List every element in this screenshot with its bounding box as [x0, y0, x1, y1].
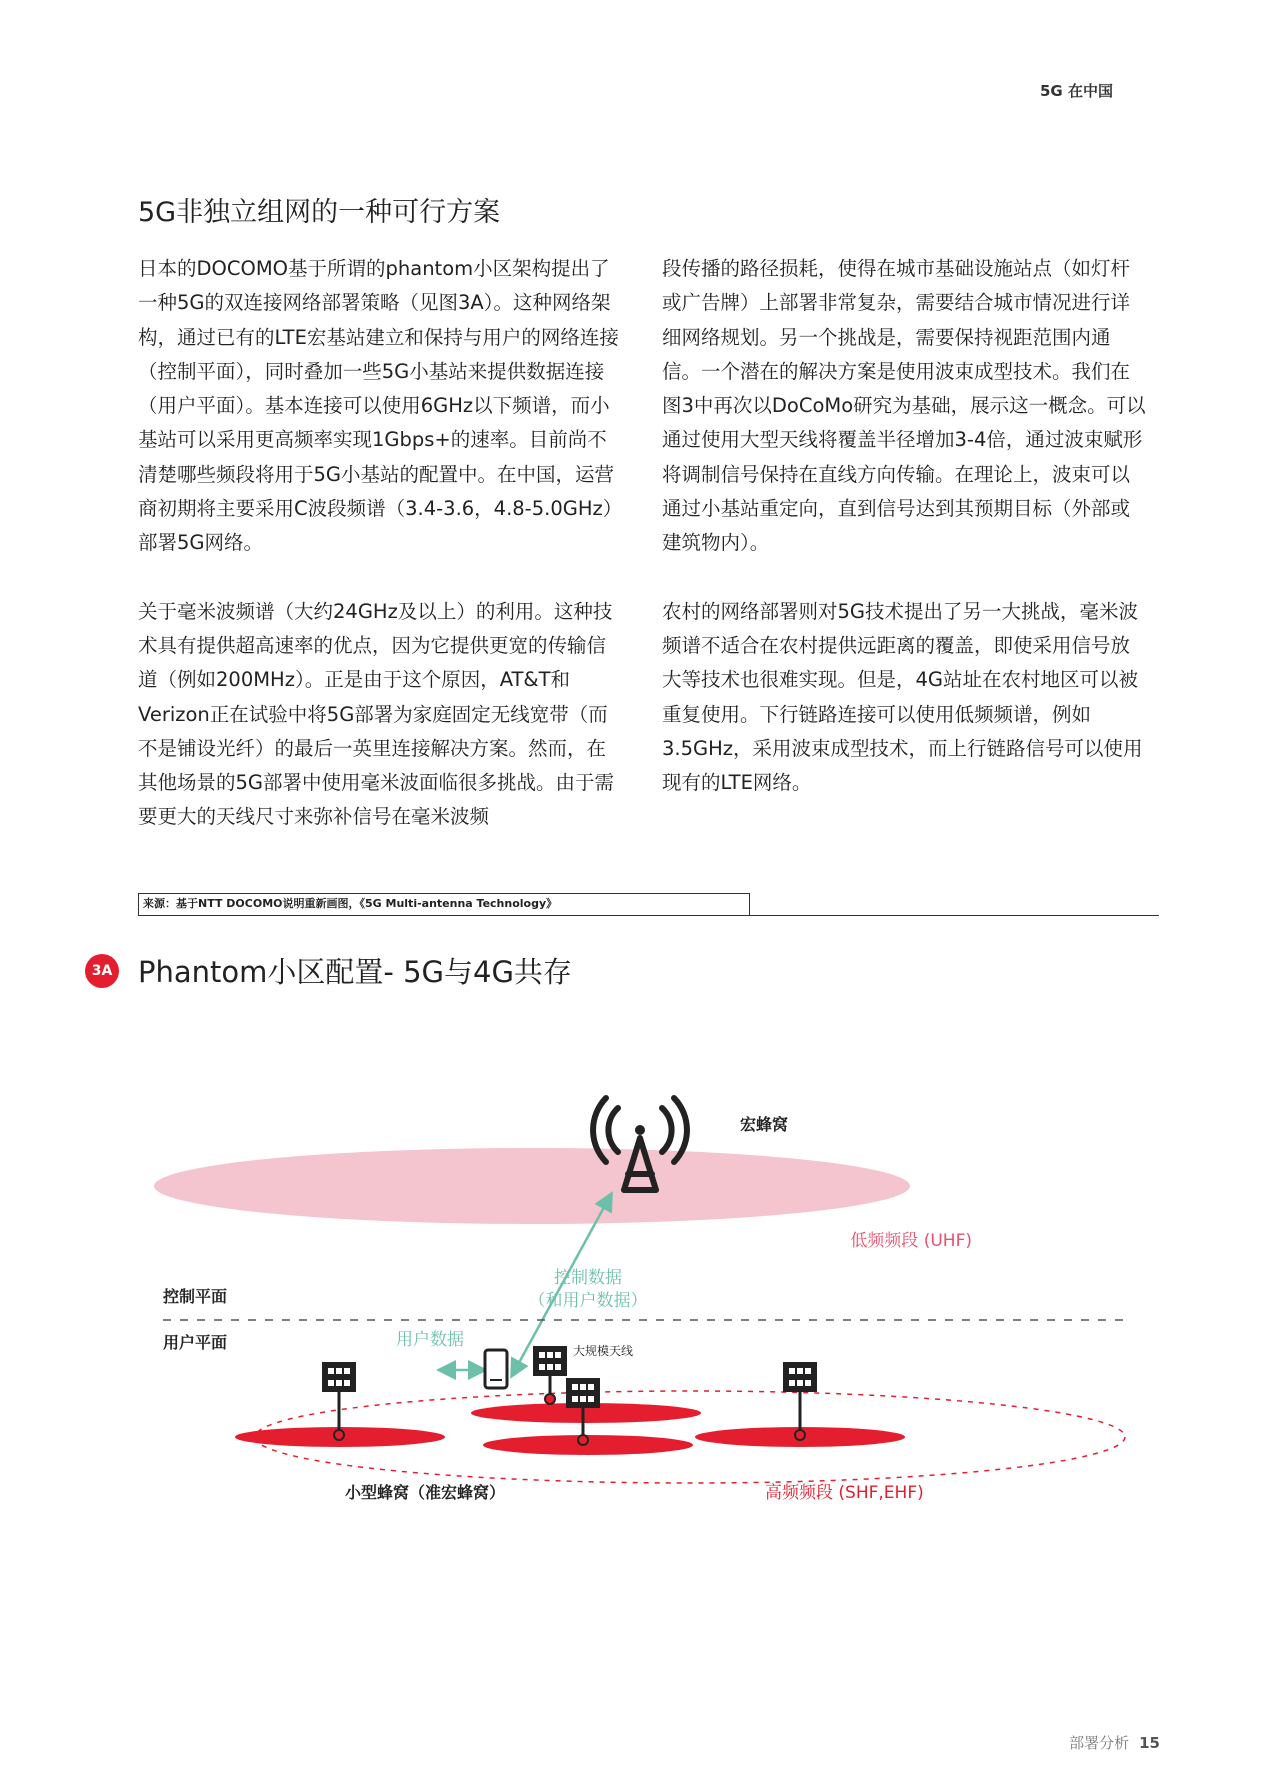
- massive-antenna-label: 大规模天线: [573, 1344, 634, 1358]
- macro-coverage-area: [154, 1148, 910, 1224]
- figure-badge: 3A: [85, 954, 119, 988]
- small-cell-label: 小型蜂窝（准宏蜂窝）: [345, 1483, 506, 1502]
- phone-icon: [485, 1350, 507, 1388]
- control-data-sublabel: （和用户数据）: [528, 1291, 648, 1311]
- high-band-label: 高频频段 (SHF,EHF): [765, 1483, 924, 1503]
- control-plane-label: 控制平面: [163, 1287, 228, 1306]
- source-note: 来源：基于NTT DOCOMO说明重新画图，《5G Multi-antenna Technology》: [138, 893, 750, 916]
- divider: [750, 915, 1159, 916]
- section-title: 5G非独立组网的一种可行方案: [138, 197, 501, 228]
- low-band-label: 低频频段 (UHF): [850, 1231, 972, 1251]
- user-plane-label: 用户平面: [163, 1333, 228, 1352]
- phantom-cell-diagram: [140, 1080, 1140, 1530]
- paragraph: 日本的DOCOMO基于所谓的phantom小区架构提出了一种5G的双连接网络部署策略（见图3A）。这种网络架构，通过已有的LTE宏基站建立和保持与用户的网络连接（控制平面），同时叠加一些5G小基站来提供数据连接（用户平面）。基本连接可以使用6GHz以下频谱，而小基站可以采用更高频率实现1Gbps+的速率。目前尚不清楚哪些频段将用于5G小基站的配置中。在中国，运营商初期将主要采用C波段频谱（3.4-3.6，4.8-5.0GHz）部署5G网络。: [138, 257, 623, 555]
- antenna-icon: [533, 1346, 567, 1404]
- paragraph: 段传播的路径损耗，使得在城市基础设施站点（如灯杆或广告牌）上部署非常复杂，需要结合城市情况进行详细网络规划。另一个挑战是，需要保持视距范围内通信。一个潜在的解决方案是使用波束成型技术。我们在图3中再次以DoCoMo研究为基础，展示这一概念。可以通过使用大型天线将覆盖半径增加3-4倍，通过波束赋形将调制信号保持在直线方向传输。在理论上，波束可以通过小基站重定向，直到信号达到其预期目标（外部或建筑物内）。: [662, 257, 1146, 555]
- page-footer: [1060, 1732, 1160, 1753]
- macro-cell-label: 宏蜂窝: [740, 1115, 789, 1134]
- control-data-label: 控制数据: [554, 1268, 622, 1288]
- footer-section: 部署分析: [1069, 1734, 1130, 1752]
- user-data-label: 用户数据: [396, 1330, 464, 1350]
- figure-title: Phantom小区配置- 5G与4G共存: [138, 955, 572, 989]
- paragraph: 关于毫米波频谱（大约24GHz及以上）的利用。这种技术具有提供超高速率的优点，因为它提供更宽的传输信道（例如200MHz）。正是由于这个原因，AT&T和Verizon正在试验中将5G部署为家庭固定无线宽带（而不是铺设光纤）的最后一英里连接解决方案。然而，在其他场景的5G部署中使用毫米波面临很多挑战。由于需要更大的天线尺寸来弥补信号在毫米波频: [138, 599, 615, 829]
- page-number: 15: [1139, 1734, 1160, 1752]
- right-column: [662, 252, 1147, 834]
- paragraph: 农村的网络部署则对5G技术提出了另一大挑战，毫米波频谱不适合在农村提供远距离的覆盖，即使采用信号放大等技术也很难实现。但是，4G站址在农村地区可以被重复使用。下行链路连接可以使用低频频谱，例如3.5GHz，采用波束成型技术，而上行链路信号可以使用现有的LTE网络。: [662, 599, 1143, 795]
- left-column: [138, 252, 623, 869]
- running-header: 5G 在中国: [1040, 82, 1113, 100]
